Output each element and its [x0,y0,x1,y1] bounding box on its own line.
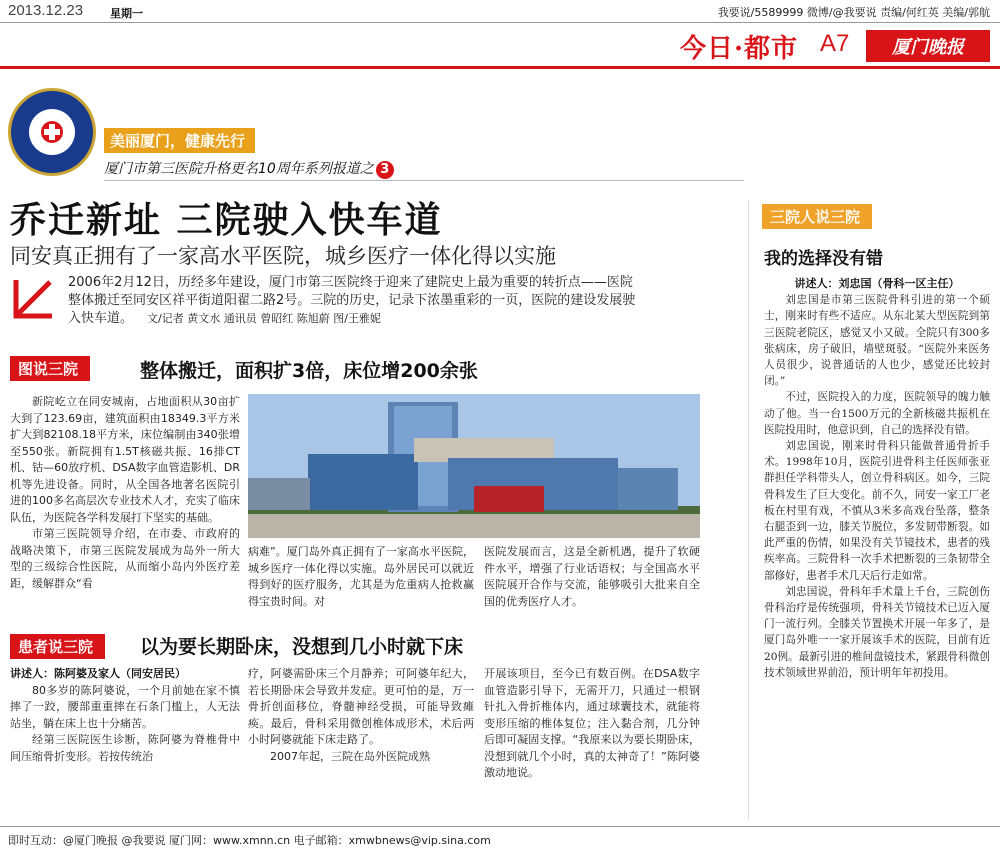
header-rule [0,66,1000,69]
section2-col2-p2: 2007年起，三院在岛外医院成熟 [270,749,430,763]
section2-title: 以为要长期卧床，没想到几小时就下床 [140,636,464,658]
section1-col2 [248,544,474,610]
footer-contact: 即时互动：@厦门晚报 @我要说 厦门网：www.xmnn.cn 电子邮箱：xmwbnews@vip.sina.com [8,834,491,847]
section2-col2-p1: 疗，阿婆需卧床三个月静养；可阿婆年纪大，若长期卧床会导致并发症。更可怕的是，万一骨折创面移位，脊髓神经受损，可能导致瘫痪。最后，骨科采用微创椎体成形术，术后两小时阿婆就能下床走路了。 [248,667,474,746]
section1-col1-p1: 新院屹立在同安城南，占地面积从30亩扩大到了123.69亩，建筑面积由18349.3平方米扩大到82108.18平方米，床位编制由340张增至550张。新院拥有1.5T核磁共振、16排CT机、钴—60放疗机、DSA数字血管造影机、DR机等先进设备。同时，从全国各地著名医院引进的100多名高层次专业技术人才，充实了临床队伍，为医院各学科发展打下坚实的基础。 [10,395,240,524]
series-slogan: 美丽厦门，健康先行 [104,128,255,153]
section2-col1-p1: 80多岁的陈阿婆说，一个月前她在家不慎摔了一跤，腰部重重摔在石条门槛上，人无法站坐，躺在床上也十分痛苦。 [10,683,240,730]
section2-col3-text: 开展该项目，至今已有数百例。在DSA数字血管造影引导下，无需开刀，只通过一根钢针扎入骨折椎体内，通过球囊技术，就能将变形压缩的椎体复位；注入黏合剂，几分钟后即可凝固支撑。“我原来以为要长期卧床，没想到就几个小时，真的太神奇了！”陈阿婆激动地说。 [484,667,700,779]
sidebar-p3: 刘忠国说，刚来时骨科只能做普通骨折手术。1998年10月，医院引进骨科主任医师张亚群担任学科带头人，创立骨科病区。如今，三院骨科发生了巨大变化。前不久，同安一家工厂老板在村里有戏，不慎从3米多高戏台坠落，整条右腿歪到一边，膝关节脱位，多发韧带断裂。如此严重的伤情，如果没有关节镜技术，患者的残疾率高。三院骨科一次手术把断裂的三条韧带全部修好，患者手术几天后行走如常。 [764,440,990,582]
section1-col1 [10,394,240,592]
newspaper-logo: 厦门晚报 [866,30,990,62]
article-lead [68,274,638,328]
hospital-photo [248,394,700,538]
sidebar-label: 三院人说三院 [762,204,872,229]
article-headline: 乔迁新址 三院驶入快车道 [10,200,443,241]
section2-col1-p2: 经第三医院医生诊断，陈阿婆为脊椎骨中间压缩骨折变形。若按传统治 [10,733,240,763]
lead-arrow-icon [10,276,56,322]
section1-col3-text: 医院发展而言，这是全新机遇，提升了软硬件水平，增强了行业话语权；与全国高水平医院展开合作与交流，能够吸引大批来自全国的优秀医疗人才。 [484,545,700,608]
section1-col1-p2: 市第三医院领导介绍，在市委、市政府的战略决策下，市第三医院发展成为岛外一所大型的三级综合性医院，从而缩小岛内外医疗差距，缓解群众“看 [10,527,240,590]
section1-label: 图说三院 [10,356,90,381]
sidebar-p1: 刘忠国是市第三医院骨科引进的第一个硕士，刚来时有些不适应。从东北某大型医院到第三医院老院区，感觉又小又破。全院只有300多张病床，房子破旧，墙壁斑驳。“医院外来医务人员很少，说普通话的人也少，感觉还比较封闭。” [764,294,990,388]
sidebar-divider [748,200,749,820]
lead-text: 2006年2月12日，历经多年建设，厦门市第三医院终于迎来了建院史上最为重要的转折点——医院整体搬迁至同安区祥平街道阳翟二路2号。三院的历史，记录下浓墨重彩的一页，医院的建设发展驶入快车道。 [68,275,636,326]
section2-col3 [484,666,700,782]
sidebar-title: 我的选择没有错 [764,249,883,269]
series-number: 3 [376,161,394,179]
sidebar-speaker: 讲述人：刘忠国（骨科一区主任） [794,277,960,290]
page-number: A7 [820,30,850,57]
article-subhead: 同安真正拥有了一家高水平医院，城乡医疗一体化得以实施 [10,244,556,268]
editor-credits: 我要说/5589999 微博/@我要说 责编/何红英 美编/郭航 [717,6,990,19]
sidebar-p4: 刘忠国说，骨科年手术量上千台，三院创伤骨科治疗是传统强项，骨科关节镜技术已迈入厦门一流行列。全膝关节置换术开展一年多了，是厦门岛外唯一一家开展该手术的医院，目前有近20例。最新引进的椎间盘镜技术，紧跟骨科微创技术领域世界前沿，预计明年年初投用。 [764,585,990,679]
hospital-emblem-icon [8,88,96,176]
sidebar-p2: 不过，医院投入的力度，医院领导的魄力触动了他。当一台1500万元的全新核磁共振机在医院投用时，他意识到，自己的选择没有错。 [764,391,990,436]
section1-title: 整体搬迁，面积扩3倍，床位增200余张 [140,360,478,382]
section1-col3 [484,544,700,610]
sidebar-body [764,276,990,681]
section-title: 今日·都市 [680,34,799,64]
section2-label: 患者说三院 [10,634,105,659]
section2-col1 [10,666,240,765]
series-title [104,158,394,179]
issue-weekday: 星期一 [110,7,143,20]
section2-col2 [248,666,474,765]
issue-date: 2013.12.23 [8,2,84,19]
section2-speaker: 讲述人：陈阿婆及家人（同安居民） [10,667,186,680]
section1-col2-text: 病难”。厦门岛外真正拥有了一家高水平医院，城乡医疗一体化得以实施。岛外居民可以就近得到好的医疗服务，尤其是为危重病人抢救赢得宝贵时间。对 [248,545,474,608]
series-title-text: 厦门市第三医院升格更名10周年系列报道之 [104,161,374,177]
article-byline: 文/记者 黄文水 通讯员 曾昭红 陈旭蔚 图/王雅妮 [147,312,381,325]
series-divider [104,180,744,181]
